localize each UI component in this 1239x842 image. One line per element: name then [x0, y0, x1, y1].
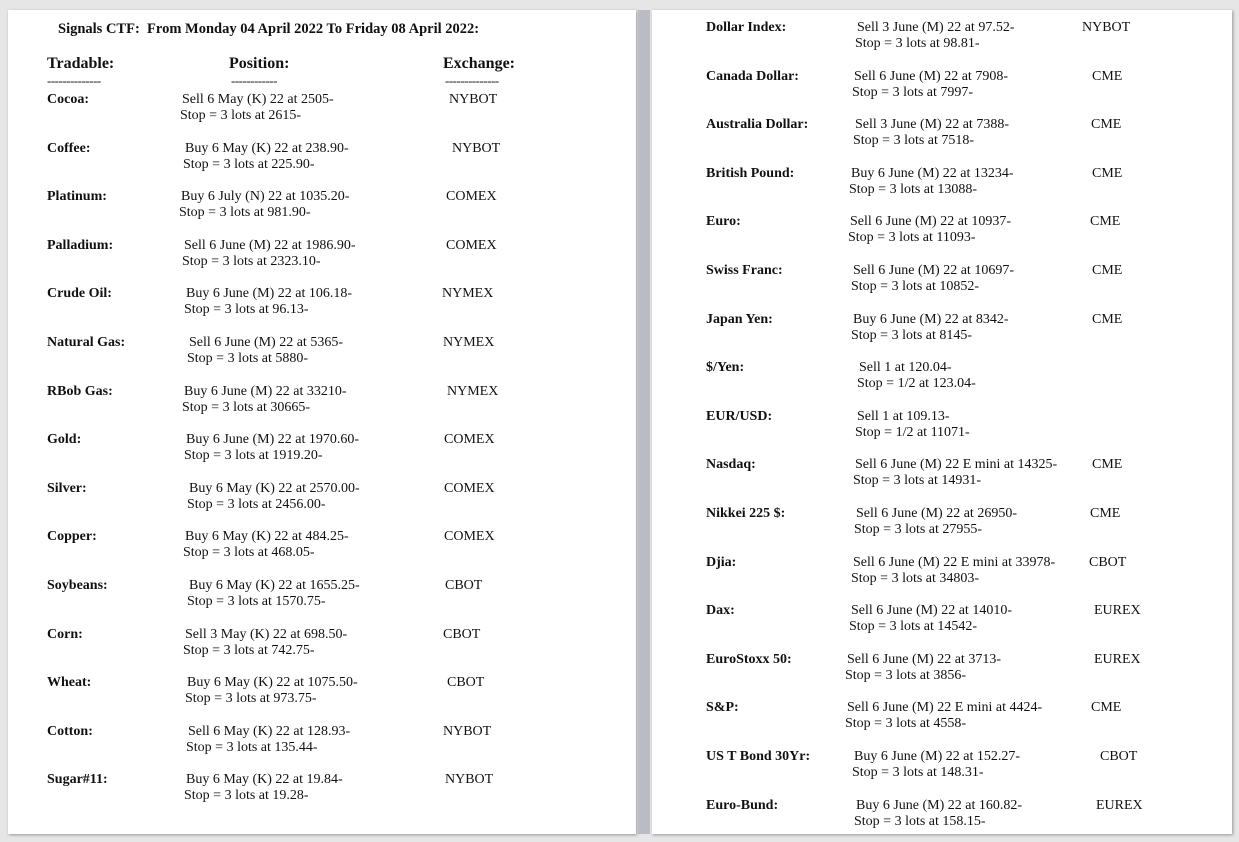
- position-entry: Sell 6 June (M) 22 at 14010-: [851, 603, 1012, 619]
- exchange-name: CME: [1091, 117, 1122, 133]
- exchange-name: NYBOT: [449, 92, 498, 107]
- position-text: [186, 286, 352, 318]
- position-stop: Stop = 1/2 at 11071-: [855, 424, 970, 440]
- tradable-name: Crude Oil:: [47, 286, 112, 302]
- tradable-name: Nikkei 225 $:: [706, 506, 786, 521]
- position-stop: Stop = 3 lots at 468.05-: [183, 545, 315, 561]
- position-entry: Buy 6 June (M) 22 at 8342-: [853, 311, 1009, 327]
- position-text: [189, 335, 343, 367]
- tradable-name: Euro:: [706, 214, 741, 230]
- position-entry: Buy 6 July (N) 22 at 1035.20-: [181, 189, 350, 205]
- position-stop: Stop = 3 lots at 14931-: [853, 473, 982, 489]
- exchange-name: NYMEX: [442, 286, 494, 302]
- position-entry: Sell 6 May (K) 22 at 128.93-: [188, 723, 351, 739]
- position-entry: Sell 6 June (M) 22 at 26950-: [856, 506, 1017, 521]
- position-text: [185, 529, 349, 561]
- position-stop: Stop = 3 lots at 14542-: [849, 619, 978, 635]
- position-text: [856, 506, 1017, 538]
- position-text: [184, 384, 347, 416]
- position-text: [184, 238, 355, 270]
- position-entry: Buy 6 May (K) 22 at 2570.00-: [189, 480, 360, 496]
- position-stop: Stop = 3 lots at 7997-: [852, 84, 974, 100]
- position-text: [847, 652, 1001, 684]
- tradable-name: Copper:: [47, 529, 97, 545]
- position-entry: Sell 1 at 120.04-: [859, 360, 952, 376]
- position-entry: Sell 6 June (M) 22 at 10937-: [850, 214, 1011, 230]
- tradable-name: Coffee:: [47, 140, 91, 156]
- position-stop: Stop = 3 lots at 5880-: [187, 351, 309, 366]
- position-stop: Stop = 1/2 at 123.04-: [857, 376, 976, 392]
- position-text: [189, 578, 360, 610]
- position-text: [855, 117, 1009, 149]
- tradable-name: Nasdaq:: [706, 457, 756, 473]
- position-stop: Stop = 3 lots at 2323.10-: [182, 253, 321, 269]
- exchange-name: CBOT: [445, 578, 483, 593]
- position-text: [189, 481, 360, 513]
- position-stop: Stop = 3 lots at 973.75-: [185, 691, 317, 707]
- header-exchange: Exchange:: [443, 55, 515, 72]
- position-entry: Sell 6 June (M) 22 at 5365-: [189, 335, 343, 350]
- position-text: [854, 749, 1020, 781]
- position-stop: Stop = 3 lots at 34803-: [851, 570, 980, 586]
- position-entry: Buy 6 June (M) 22 at 160.82-: [856, 797, 1023, 813]
- position-text: [185, 627, 347, 659]
- header-underline-position: ------------: [231, 73, 277, 88]
- position-stop: Stop = 3 lots at 98.81-: [855, 36, 980, 51]
- position-stop: Stop = 3 lots at 135.44-: [186, 739, 318, 755]
- exchange-name: EUREX: [1094, 603, 1141, 619]
- tradable-name: S&P:: [706, 700, 739, 716]
- exchange-name: COMEX: [446, 237, 497, 253]
- position-entry: Sell 6 June (M) 22 E mini at 4424-: [847, 700, 1043, 716]
- tradable-name: EuroStoxx 50:: [706, 651, 792, 667]
- tradable-name: RBob Gas:: [47, 383, 113, 399]
- exchange-name: NYBOT: [1082, 20, 1131, 35]
- tradable-name: Gold:: [47, 432, 82, 448]
- tradable-name: Natural Gas:: [47, 335, 126, 350]
- position-text: [851, 603, 1012, 635]
- position-stop: Stop = 3 lots at 148.31-: [852, 765, 984, 780]
- tradable-name: $/Yen:: [706, 360, 745, 376]
- position-entry: Buy 6 May (K) 22 at 1655.25-: [189, 578, 360, 593]
- position-entry: Buy 6 May (K) 22 at 19.84-: [186, 772, 343, 788]
- position-stop: Stop = 3 lots at 158.15-: [854, 813, 986, 829]
- position-text: [859, 360, 976, 392]
- exchange-name: CME: [1092, 457, 1123, 473]
- tradable-name: Corn:: [47, 626, 83, 642]
- position-text: [188, 724, 350, 756]
- position-entry: Sell 3 June (M) 22 at 97.52-: [857, 20, 1015, 35]
- position-text: [853, 312, 1009, 344]
- tradable-name: Cotton:: [47, 723, 93, 739]
- position-text: [851, 166, 1014, 198]
- position-text: [185, 141, 349, 173]
- position-stop: Stop = 3 lots at 10852-: [851, 279, 980, 294]
- position-entry: Buy 6 May (K) 22 at 1075.50-: [187, 675, 358, 691]
- position-entry: Sell 6 May (K) 22 at 2505-: [182, 92, 334, 107]
- position-stop: Stop = 3 lots at 1570.75-: [187, 594, 326, 609]
- position-entry: Sell 6 June (M) 22 at 3713-: [847, 651, 1001, 667]
- header-tradable: Tradable:: [47, 55, 115, 72]
- tradable-name: Australia Dollar:: [706, 117, 809, 133]
- position-entry: Buy 6 May (K) 22 at 238.90-: [185, 140, 349, 156]
- exchange-name: CME: [1092, 68, 1123, 84]
- exchange-name: CBOT: [1100, 749, 1138, 764]
- position-text: [850, 214, 1011, 246]
- position-entry: Sell 6 June (M) 22 E mini at 14325-: [855, 457, 1058, 473]
- tradable-name: Cocoa:: [47, 92, 89, 107]
- tradable-name: Sugar#11:: [47, 772, 108, 788]
- position-stop: Stop = 3 lots at 1919.20-: [184, 448, 323, 464]
- position-text: [856, 798, 1022, 830]
- position-entry: Sell 6 June (M) 22 at 7908-: [854, 68, 1008, 84]
- exchange-name: CBOT: [1089, 554, 1127, 570]
- position-stop: Stop = 3 lots at 742.75-: [183, 642, 315, 658]
- position-stop: Stop = 3 lots at 4558-: [845, 716, 967, 732]
- exchange-name: NYBOT: [445, 772, 494, 788]
- position-text: [853, 555, 1055, 587]
- document-title: Signals CTF: From Monday 04 April 2022 To Friday 08 April 2022:: [58, 21, 480, 37]
- header-position: Position:: [229, 55, 290, 72]
- position-text: [182, 92, 334, 124]
- tradable-name: Japan Yen:: [706, 311, 773, 327]
- position-entry: Sell 6 June (M) 22 at 1986.90-: [184, 237, 356, 253]
- position-stop: Stop = 3 lots at 8145-: [851, 327, 973, 343]
- position-stop: Stop = 3 lots at 981.90-: [179, 205, 311, 221]
- position-entry: Buy 6 June (M) 22 at 13234-: [851, 165, 1014, 181]
- position-text: [187, 675, 358, 707]
- position-text: [853, 263, 1014, 295]
- tradable-name: EUR/USD:: [706, 408, 773, 424]
- position-stop: Stop = 3 lots at 13088-: [849, 181, 978, 197]
- page-left: [8, 10, 636, 834]
- position-entry: Buy 6 June (M) 22 at 1970.60-: [186, 432, 360, 448]
- exchange-name: NYMEX: [447, 383, 499, 399]
- exchange-name: CME: [1092, 311, 1123, 327]
- exchange-name: CME: [1092, 263, 1123, 278]
- tradable-name: Wheat:: [47, 675, 92, 691]
- tradable-name: Djia:: [706, 554, 737, 570]
- exchange-name: NYBOT: [452, 140, 501, 156]
- position-stop: Stop = 3 lots at 96.13-: [184, 302, 309, 318]
- exchange-name: CME: [1092, 165, 1123, 181]
- position-entry: Buy 6 June (M) 22 at 106.18-: [186, 286, 353, 302]
- header-underline-tradable: --------------: [47, 73, 101, 88]
- exchange-name: NYBOT: [443, 723, 492, 739]
- position-text: [857, 20, 1014, 52]
- tradable-name: Canada Dollar:: [706, 68, 799, 84]
- position-text: [181, 189, 349, 221]
- position-entry: Buy 6 May (K) 22 at 484.25-: [185, 529, 349, 545]
- position-stop: Stop = 3 lots at 2456.00-: [187, 496, 326, 512]
- position-stop: Stop = 3 lots at 27955-: [854, 522, 983, 537]
- exchange-name: CME: [1091, 700, 1122, 716]
- tradable-name: Euro-Bund:: [706, 797, 779, 813]
- position-entry: Sell 3 June (M) 22 at 7388-: [855, 117, 1009, 133]
- exchange-name: CBOT: [447, 675, 485, 691]
- position-entry: Sell 6 June (M) 22 at 10697-: [853, 263, 1014, 278]
- position-entry: Sell 6 June (M) 22 E mini at 33978-: [853, 554, 1056, 570]
- position-text: [857, 409, 970, 441]
- position-stop: Stop = 3 lots at 2615-: [180, 108, 302, 123]
- position-stop: Stop = 3 lots at 7518-: [853, 133, 975, 149]
- position-entry: Sell 1 at 109.13-: [857, 408, 950, 424]
- position-stop: Stop = 3 lots at 3856-: [845, 667, 967, 683]
- exchange-name: EUREX: [1096, 797, 1143, 813]
- position-stop: Stop = 3 lots at 19.28-: [184, 788, 309, 804]
- tradable-name: Swiss Franc:: [706, 263, 783, 278]
- position-text: [186, 432, 359, 464]
- position-text: [847, 700, 1042, 732]
- tradable-name: Dollar Index:: [706, 20, 787, 35]
- position-entry: Buy 6 June (M) 22 at 33210-: [184, 383, 347, 399]
- exchange-name: CME: [1090, 214, 1121, 230]
- exchange-name: CME: [1090, 506, 1121, 521]
- exchange-name: COMEX: [444, 529, 495, 545]
- exchange-name: EUREX: [1094, 651, 1141, 667]
- tradable-name: Platinum:: [47, 189, 107, 205]
- position-entry: Sell 3 May (K) 22 at 698.50-: [185, 626, 348, 642]
- position-stop: Stop = 3 lots at 30665-: [182, 399, 311, 415]
- tradable-name: Dax:: [706, 603, 735, 619]
- position-stop: Stop = 3 lots at 225.90-: [183, 156, 315, 172]
- exchange-name: COMEX: [444, 432, 495, 448]
- exchange-name: COMEX: [446, 189, 497, 205]
- tradable-name: Soybeans:: [47, 578, 108, 593]
- exchange-name: CBOT: [443, 626, 481, 642]
- header-underline-exchange: --------------: [445, 73, 499, 88]
- position-entry: Buy 6 June (M) 22 at 152.27-: [854, 749, 1021, 764]
- tradable-name: British Pound:: [706, 165, 795, 181]
- page-gutter: [638, 10, 650, 834]
- position-stop: Stop = 3 lots at 11093-: [848, 230, 976, 246]
- page-right: [652, 10, 1232, 834]
- exchange-name: COMEX: [444, 480, 495, 496]
- tradable-name: US T Bond 30Yr:: [706, 749, 811, 764]
- position-text: [855, 457, 1057, 489]
- position-text: [186, 772, 343, 804]
- exchange-name: NYMEX: [443, 335, 495, 350]
- position-text: [854, 69, 1008, 101]
- tradable-name: Palladium:: [47, 237, 114, 253]
- tradable-name: Silver:: [47, 480, 87, 496]
